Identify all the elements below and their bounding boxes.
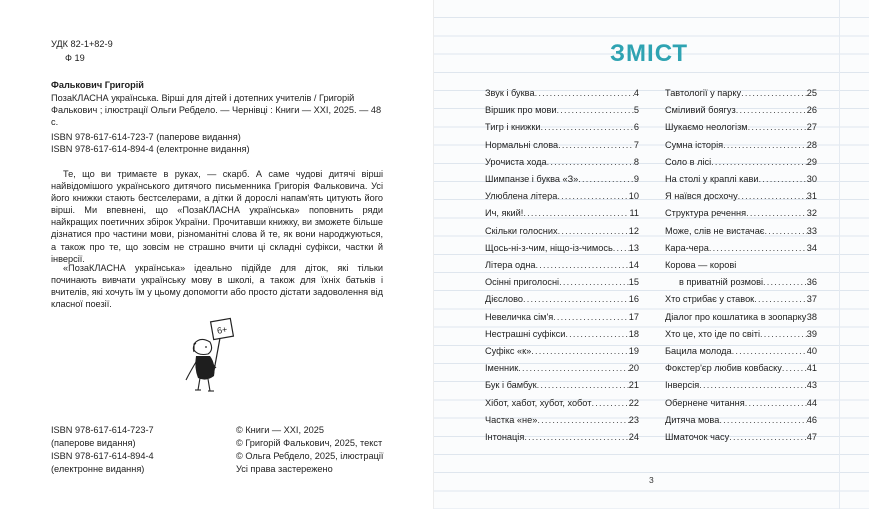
toc-entry-title: Улюблена літера — [485, 191, 558, 202]
toc-entry-title: Дієслово — [485, 294, 524, 305]
copyright-line-2: © Григорій Фалькович, 2025, текст — [236, 438, 383, 448]
toc-entry-page: 22 — [628, 397, 639, 408]
copyright-line-3: © Ольга Ребдело, 2025, ілюстрації — [236, 451, 384, 461]
toc-entry[interactable] — [485, 224, 639, 238]
toc-leader-dots — [613, 241, 629, 255]
toc-entry[interactable] — [485, 189, 639, 203]
toc-leader-dots — [523, 292, 629, 306]
toc-entry-page: 34 — [806, 242, 817, 253]
copyright-line-4: Усі права застережено — [236, 464, 333, 474]
toc-entry-title: Кара-чера — [665, 242, 709, 253]
toc-entry-page: 19 — [628, 346, 639, 356]
toc-entry-page: 18 — [628, 328, 639, 339]
toc-entry-page: 8 — [633, 156, 639, 167]
toc-leader-dots — [723, 138, 807, 152]
toc-entry-title: Інверсія — [665, 380, 700, 391]
toc-leader-dots — [699, 378, 807, 392]
toc-entry-title: Щось-ні-з-чим, ніщо-із-чимось — [485, 242, 613, 253]
toc-entry[interactable] — [665, 327, 817, 341]
toc-entry[interactable] — [665, 172, 817, 186]
imprint-page — [0, 0, 434, 509]
toc-leader-dots — [754, 292, 807, 306]
toc-leader-dots — [711, 155, 807, 169]
toc-leader-dots — [729, 430, 807, 444]
annotation-paragraph-1: Те, що ви тримаєте в руках, — скарб. А саме чудові дитячі вірші найвідомішого українського дитячого письменника Григорія Фальковича. Усі його книжки стають бестселерами, а дітки й дорослі напам'ять цитують його вірші. Ми впевнені, що «ПозаКЛАСНА українська» поповнить ряди найкращих поетичних збірок України. Прочитавши книжку, ви зможете більше дізнатися про частини мови, різноманітні слова й те, як вони народжуються, а також про те, що зовсім не страшно вчити ці складні суфікси, частки й інверсії. — [51, 169, 383, 264]
toc-entry[interactable] — [665, 413, 817, 427]
toc-entry[interactable] — [665, 86, 817, 100]
toc-entry-title: Нормальні слова — [485, 139, 559, 150]
toc-entry-page: 43 — [806, 380, 817, 391]
toc-entry-page: 40 — [806, 346, 817, 356]
toc-entry-title: Ич, який! — [485, 208, 524, 219]
toc-entry-title: Звук і буква — [485, 88, 535, 98]
author-name: Фалькович Григорій — [51, 80, 144, 90]
bottom-isbn-line-1: ISBN 978-617-614-723-7 — [51, 425, 154, 435]
toc-leader-dots — [782, 361, 807, 375]
toc-entry-title: Дитяча мова — [665, 414, 720, 425]
toc-leader-dots — [524, 430, 628, 444]
toc-entry-title: Осінні приголосні — [485, 277, 560, 288]
toc-entry[interactable] — [485, 241, 639, 255]
toc-entry[interactable] — [485, 327, 639, 341]
annotation-paragraph-2: «ПозаКЛАСНА українська» ідеально підійде для діток, які тільки починають вивчати українську мову в школі, а також для їхніх батьків і вчителів, які хочуть їм у цьому допомогти або просто дістати задоволення від класної поезії. — [51, 263, 383, 310]
toc-entry-page: 21 — [628, 380, 639, 391]
contents-title: ЗМІСТ — [610, 40, 689, 67]
notebook-margin-line — [839, 0, 840, 509]
toc-entry-title: Я наївся досхочу — [665, 191, 738, 202]
toc-leader-dots — [536, 258, 629, 272]
character-illustration — [180, 316, 240, 398]
toc-entry[interactable] — [485, 396, 639, 410]
toc-entry-title: Літера одна — [485, 260, 536, 270]
toc-entry-title: Хто стрибає у ставок — [665, 294, 755, 305]
toc-entry-title: Шимпанзе і буква «З» — [485, 174, 579, 184]
toc-entry-page: 24 — [628, 432, 639, 442]
bottom-isbn-line-4: (електронне видання) — [51, 464, 145, 474]
toc-entry-page: 37 — [806, 294, 817, 305]
toc-entry[interactable] — [665, 224, 817, 238]
bibliographic-description: ПозаКЛАСНА українська. Вірші для дітей і дотепних учителів / Григорій Фалькович ; ілюстрації Ольги Ребдело. — Чернівці : Книги — XXI, 2025. — 48 с. — [51, 93, 382, 128]
toc-entry-title: Сміливий боягуз — [665, 105, 736, 116]
toc-entry-title: Соло в лісі — [665, 156, 712, 167]
toc-entry-title: Шукаємо неологізм — [665, 122, 748, 133]
toc-entry-title: Фокстер'єр любив ковбаску — [665, 363, 782, 374]
toc-entry[interactable] — [665, 103, 817, 117]
toc-entry-page: 36 — [806, 277, 817, 288]
toc-leader-dots — [732, 344, 807, 358]
toc-leader-dots — [557, 103, 634, 117]
toc-entry[interactable] — [485, 206, 639, 220]
toc-entry-page: 20 — [628, 363, 639, 374]
toc-leader-dots — [558, 224, 629, 238]
toc-leader-dots — [537, 378, 629, 392]
toc-entry[interactable] — [485, 292, 639, 306]
toc-entry[interactable] — [679, 275, 817, 289]
toc-leader-dots — [736, 258, 817, 272]
isbn-electronic: ISBN 978-617-614-894-4 (електронне видання) — [51, 144, 250, 154]
toc-leader-dots — [531, 344, 629, 358]
toc-leader-dots — [719, 413, 806, 427]
toc-entry[interactable] — [665, 378, 817, 392]
toc-entry-title: Діалог про кошлатика в зоопарку — [665, 311, 807, 322]
toc-entry[interactable] — [485, 344, 639, 358]
toc-entry-title: Бацила молода — [665, 346, 732, 356]
toc-entry-page: 25 — [806, 88, 817, 98]
toc-entry[interactable] — [485, 258, 639, 272]
toc-entry-page: 7 — [633, 139, 639, 150]
toc-entry-page: 31 — [806, 191, 817, 202]
toc-entry-page: 15 — [628, 277, 639, 288]
toc-entry-title: Сумна історія — [665, 139, 724, 150]
toc-entry-title: На столі у краплі кави — [665, 174, 759, 184]
toc-leader-dots — [748, 120, 807, 134]
isbn-paper: ISBN 978-617-614-723-7 (паперове видання) — [51, 132, 241, 142]
toc-entry-title: Обернене читання — [665, 397, 745, 408]
toc-entry[interactable] — [665, 292, 817, 306]
toc-leader-dots — [557, 189, 628, 203]
toc-entry[interactable] — [665, 120, 817, 134]
toc-entry-page: 9 — [633, 174, 639, 184]
toc-entry[interactable] — [485, 430, 639, 444]
toc-entry[interactable] — [485, 310, 639, 324]
toc-entry-page: 38 — [806, 311, 817, 322]
toc-entry-title: Іменник — [485, 363, 519, 374]
toc-entry[interactable] — [665, 361, 817, 375]
page-number: 3 — [649, 475, 654, 485]
toc-leader-dots — [565, 327, 628, 341]
toc-entry-title: Суфікс «к» — [485, 346, 532, 356]
toc-leader-dots — [523, 206, 629, 220]
toc-entry-title: Шматочок часу — [665, 432, 730, 442]
toc-entry[interactable] — [485, 378, 639, 392]
toc-entry-page: 11 — [629, 208, 639, 219]
toc-entry-title: Інтонація — [485, 432, 525, 442]
toc-entry[interactable] — [665, 241, 817, 255]
toc-leader-dots — [547, 155, 634, 169]
toc-entry-page: 27 — [806, 122, 817, 133]
toc-leader-dots — [540, 120, 633, 134]
toc-entry-page: 23 — [628, 414, 639, 425]
author-mark: Ф 19 — [65, 53, 85, 63]
toc-entry[interactable] — [665, 430, 817, 444]
toc-leader-dots — [736, 103, 807, 117]
toc-entry-page: 4 — [633, 88, 639, 98]
toc-leader-dots — [765, 224, 807, 238]
toc-entry-page: 46 — [806, 414, 817, 425]
age-rating-label: 6+ — [216, 324, 229, 336]
toc-entry-page: 26 — [806, 105, 817, 116]
toc-entry-page: 17 — [628, 311, 639, 322]
toc-entry[interactable] — [665, 206, 817, 220]
toc-entry[interactable] — [485, 155, 639, 169]
bottom-isbn-line-2: (паперове видання) — [51, 438, 136, 448]
toc-entry-page: 29 — [806, 156, 817, 167]
toc-entry-page: 47 — [806, 432, 817, 442]
toc-leader-dots — [746, 206, 807, 220]
toc-entry-title: Бук і бамбук — [485, 380, 537, 391]
toc-entry-page: 5 — [633, 105, 639, 116]
toc-entry-title: в приватній розмові — [679, 277, 764, 288]
toc-entry-page: 13 — [628, 242, 639, 253]
toc-entry[interactable] — [485, 86, 639, 100]
toc-entry[interactable] — [665, 344, 817, 358]
toc-entry-page: 30 — [806, 174, 817, 184]
toc-entry-title: Віршик про мови — [485, 105, 557, 116]
toc-leader-dots — [518, 361, 628, 375]
toc-entry-title: Може, слів не вистачає — [665, 225, 765, 236]
toc-entry-page: 16 — [628, 294, 639, 305]
toc-entry-page: 6 — [633, 122, 639, 133]
toc-leader-dots — [558, 138, 634, 152]
toc-entry[interactable] — [485, 361, 639, 375]
toc-entry[interactable] — [665, 189, 817, 203]
toc-entry-title: Корова — корові — [665, 260, 737, 270]
toc-leader-dots — [738, 189, 807, 203]
toc-entry-title: Урочиста хода — [485, 156, 547, 167]
toc-entry-title: Хібот, хабот, хубот, хобот — [485, 397, 592, 408]
toc-entry[interactable] — [485, 413, 639, 427]
toc-entry[interactable] — [485, 120, 639, 134]
toc-entry-page: 33 — [806, 225, 817, 236]
toc-leader-dots — [741, 86, 807, 100]
toc-entry-title: Структура речення — [665, 208, 747, 219]
toc-leader-dots — [578, 172, 634, 186]
toc-leader-dots — [760, 327, 807, 341]
bottom-isbn-line-3: ISBN 978-617-614-894-4 — [51, 451, 154, 461]
toc-entry[interactable] — [485, 172, 639, 186]
toc-leader-dots — [763, 275, 807, 289]
toc-entry-page: 32 — [806, 208, 817, 219]
toc-entry-page: 39 — [806, 328, 817, 339]
toc-entry-title: Нестрашні суфікси — [485, 328, 566, 339]
toc-entry-page: 10 — [628, 191, 639, 202]
toc-entry[interactable] — [485, 275, 639, 289]
udk-code: УДК 82-1+82-9 — [51, 39, 113, 49]
toc-entry-page: 44 — [806, 397, 817, 408]
toc-leader-dots — [537, 413, 628, 427]
toc-entry-title: Частка «не» — [485, 414, 538, 425]
toc-entry-page: 28 — [806, 139, 817, 150]
toc-entry[interactable] — [665, 310, 817, 324]
toc-leader-dots — [553, 310, 629, 324]
copyright-line-1: © Книги — XXI, 2025 — [236, 425, 325, 435]
toc-entry-page: 14 — [628, 260, 639, 270]
toc-entry-page: 41 — [806, 363, 817, 374]
toc-entry-page: 12 — [628, 225, 639, 236]
toc-entry[interactable] — [665, 155, 817, 169]
toc-entry[interactable] — [665, 138, 817, 152]
toc-entry[interactable] — [485, 103, 639, 117]
toc-entry-title: Тавтології у парку — [665, 88, 742, 98]
toc-entry-title: Хто це, хто іде по світі — [665, 328, 760, 339]
toc-entry[interactable] — [485, 138, 639, 152]
toc-entry[interactable] — [665, 396, 817, 410]
toc-leader-dots — [591, 396, 628, 410]
toc-leader-dots — [759, 172, 807, 186]
toc-entry-title: Тигр і книжки — [485, 122, 541, 133]
toc-leader-dots — [745, 396, 807, 410]
toc-entry-title: Скільки голосних — [485, 225, 558, 236]
toc-leader-dots — [709, 241, 807, 255]
toc-entry-title: Невеличка сім'я — [485, 311, 554, 322]
toc-leader-dots — [559, 275, 629, 289]
toc-leader-dots — [535, 86, 634, 100]
toc-entry[interactable] — [665, 258, 817, 272]
